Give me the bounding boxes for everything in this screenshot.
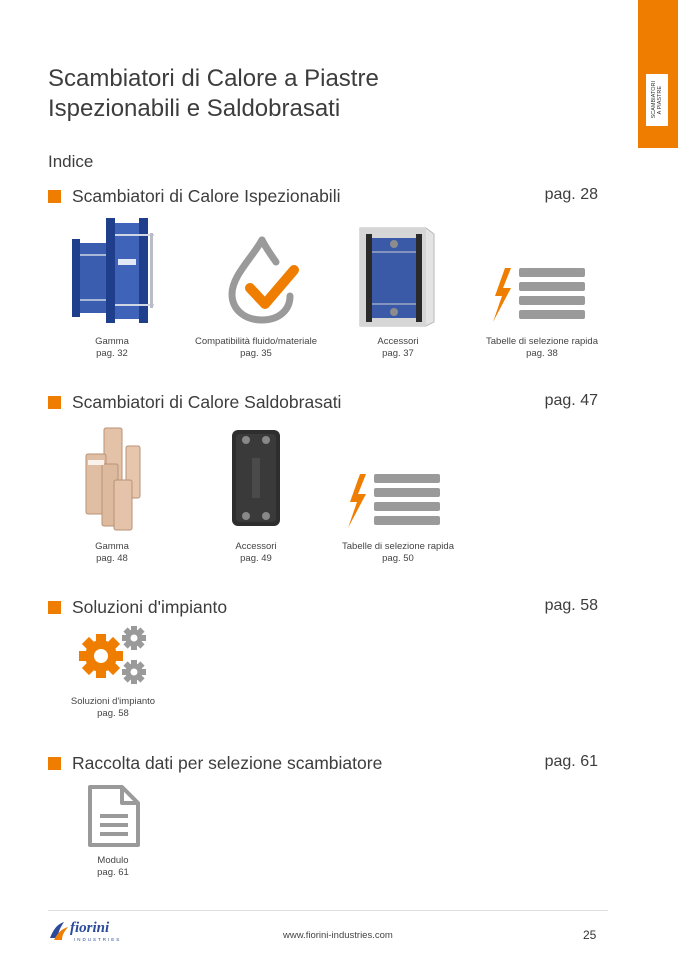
section-ispezionabili-heading[interactable] xyxy=(48,186,598,208)
item-page: pag. 38 xyxy=(526,348,558,359)
section-title: Soluzioni d'impianto xyxy=(72,597,228,617)
chapter-tab xyxy=(638,0,678,148)
list-item-compatibilita[interactable] xyxy=(176,336,336,360)
plate-heat-exchanger-icon[interactable] xyxy=(66,215,156,330)
section-page: pag. 58 xyxy=(544,597,598,614)
page-title-line-1: Scambiatori di Calore a Piastre xyxy=(48,65,379,92)
section-page: pag. 47 xyxy=(544,392,598,409)
list-item-tabelle-ispezionabili[interactable] xyxy=(467,336,617,360)
list-item-gamma-saldobrasati[interactable] xyxy=(62,541,162,565)
logo-text: fiorini xyxy=(70,920,110,936)
item-page: pag. 48 xyxy=(96,553,128,564)
section-page: pag. 28 xyxy=(544,186,598,203)
section-page: pag. 61 xyxy=(544,753,598,770)
item-page: pag. 61 xyxy=(97,867,129,878)
section-soluzioni-heading[interactable] xyxy=(48,597,598,619)
drop-check-icon[interactable] xyxy=(222,236,302,324)
document-icon[interactable] xyxy=(86,784,142,848)
footer-divider xyxy=(48,910,608,911)
item-page: pag. 35 xyxy=(240,348,272,359)
heat-exchanger-cover-icon[interactable] xyxy=(356,222,438,330)
insulated-exchanger-icon[interactable] xyxy=(228,428,284,528)
item-label: Accessori xyxy=(377,336,419,347)
lightning-table-icon[interactable] xyxy=(346,472,442,530)
list-item-accessori-saldobrasati[interactable] xyxy=(206,541,306,565)
logo-subtext: INDUSTRIES xyxy=(74,937,122,942)
section-title: Scambiatori di Calore Saldobrasati xyxy=(72,392,342,412)
item-page: pag. 50 xyxy=(382,553,414,564)
chapter-tab-label: SCAMBIATORI A PIASTRE xyxy=(651,81,663,119)
item-page: pag. 49 xyxy=(240,553,272,564)
website-link[interactable]: www.fiorini-industries.com xyxy=(283,930,393,941)
item-page: pag. 32 xyxy=(96,348,128,359)
brazed-exchangers-icon[interactable] xyxy=(82,424,146,534)
list-item-tabelle-saldobrasati[interactable] xyxy=(323,541,473,565)
fiorini-logo xyxy=(48,920,128,949)
item-label: Tabelle di selezione rapida xyxy=(342,541,454,552)
list-item-gamma-ispezionabili[interactable] xyxy=(62,336,162,360)
item-label: Gamma xyxy=(95,541,129,552)
page-number: 25 xyxy=(583,928,597,942)
list-item-modulo[interactable] xyxy=(63,855,163,879)
item-page: pag. 37 xyxy=(382,348,414,359)
item-label: Modulo xyxy=(97,855,129,866)
item-label: Gamma xyxy=(95,336,129,347)
item-label: Accessori xyxy=(235,541,277,552)
section-title: Scambiatori di Calore Ispezionabili xyxy=(72,186,341,206)
item-page: pag. 58 xyxy=(97,708,129,719)
item-label: Soluzioni d'impianto xyxy=(70,696,156,707)
orange-square-bullet-icon xyxy=(48,190,61,203)
section-raccolta-dati-heading[interactable] xyxy=(48,753,598,775)
gears-icon[interactable] xyxy=(76,624,152,688)
orange-square-bullet-icon xyxy=(48,396,61,409)
item-label: Compatibilità fluido/materiale xyxy=(195,336,317,347)
orange-square-bullet-icon xyxy=(48,601,61,614)
list-item-soluzioni[interactable] xyxy=(58,696,168,720)
page-title xyxy=(48,64,379,124)
orange-square-bullet-icon xyxy=(48,757,61,770)
page-title-line-2: Ispezionabili e Saldobrasati xyxy=(48,95,341,122)
lightning-table-icon[interactable] xyxy=(491,266,587,324)
item-label: Tabelle di selezione rapida xyxy=(486,336,598,347)
section-saldobrasati-heading[interactable] xyxy=(48,392,598,414)
chapter-tab-label-box xyxy=(646,74,668,126)
list-item-accessori-ispezionabili[interactable] xyxy=(348,336,448,360)
index-heading: Indice xyxy=(48,152,94,171)
section-title: Raccolta dati per selezione scambiatore xyxy=(72,753,383,773)
